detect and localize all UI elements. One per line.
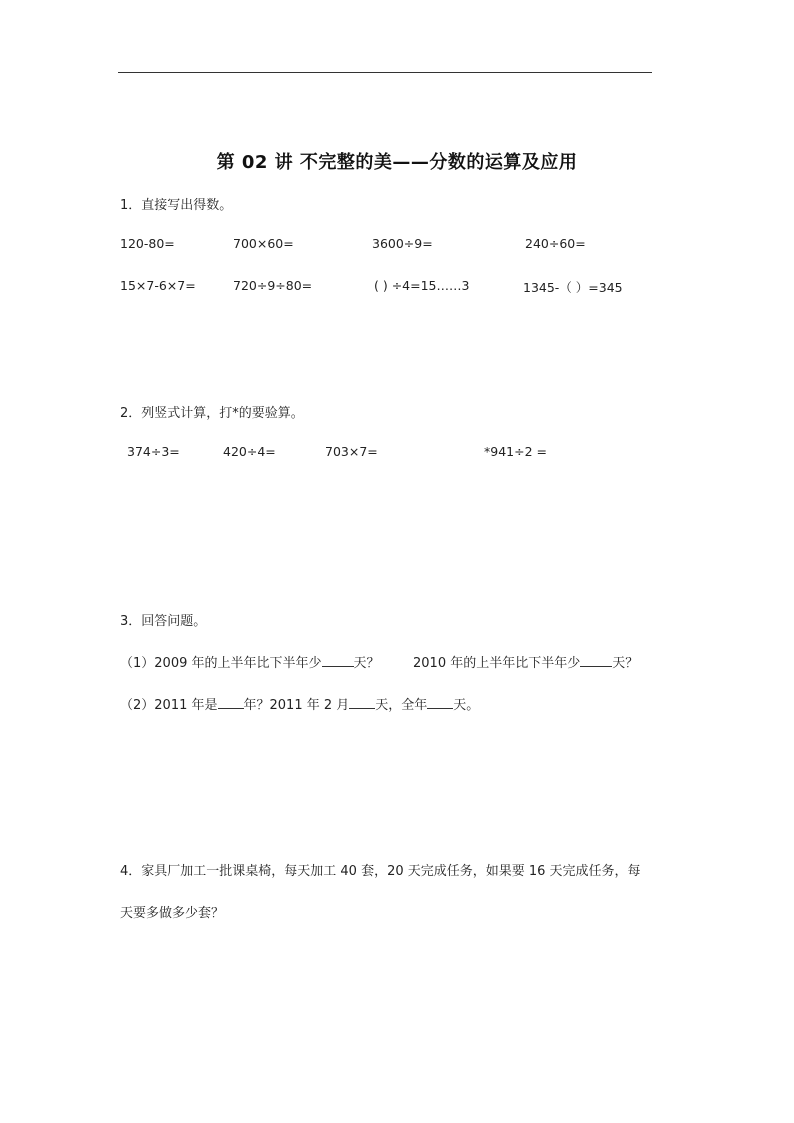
q2-item: *941÷2 = — [484, 444, 547, 459]
q3-line1-b — [413, 652, 638, 671]
q3-line2-part: 天，全年 — [375, 698, 428, 713]
q1-row2-item: 1345-（ ）=345 — [523, 280, 623, 295]
q3-line1 — [120, 652, 380, 671]
q3-line1-b-text: 2010 年的上半年比下半年少 — [413, 656, 581, 671]
answer-blank[interactable] — [218, 696, 244, 709]
q3-heading: 3．回答问题。 — [120, 614, 207, 629]
q3-line1-a-suffix: 天？ — [353, 656, 380, 671]
q3-line1-a-text: （1）2009 年的上半年比下半年少 — [120, 656, 322, 671]
q3-line2-part: （2）2011 年是 — [120, 698, 218, 713]
q3-line2 — [120, 694, 479, 713]
q4-line2: 天要多做多少套？ — [120, 906, 225, 921]
q2-item: 420÷4= — [223, 444, 276, 459]
q1-row1-item: 700×60= — [233, 236, 294, 251]
q2-heading: 2．列竖式计算，打*的要验算。 — [120, 406, 304, 421]
q2-item: 703×7= — [325, 444, 378, 459]
q2-item: 374÷3= — [127, 444, 180, 459]
answer-blank[interactable] — [427, 696, 453, 709]
answer-blank[interactable] — [349, 696, 375, 709]
q1-row1-item: 120-80= — [120, 236, 175, 251]
q3-line2-part: 年？2011 年 2 月 — [243, 698, 350, 713]
header-rule — [118, 72, 652, 73]
q1-row1-item: 3600÷9= — [372, 236, 433, 251]
answer-blank[interactable] — [322, 654, 354, 667]
q1-row2-item: 720÷9÷80= — [233, 278, 313, 293]
q1-row2-item: 15×7-6×7= — [120, 278, 196, 293]
q1-row2-item: ( ) ÷4=15……3 — [374, 278, 470, 293]
q1-row1-item: 240÷60= — [525, 236, 586, 251]
q3-line2-part: 天。 — [453, 698, 480, 713]
page-title: 第 02 讲 不完整的美——分数的运算及应用 — [216, 152, 578, 173]
answer-blank[interactable] — [580, 654, 612, 667]
q3-line1-b-suffix: 天？ — [612, 656, 639, 671]
q1-heading: 1．直接写出得数。 — [120, 198, 233, 213]
q4-line1: 4．家具厂加工一批课桌椅，每天加工 40 套，20 天完成任务，如果要 16 天完成任务，每 — [120, 864, 641, 879]
